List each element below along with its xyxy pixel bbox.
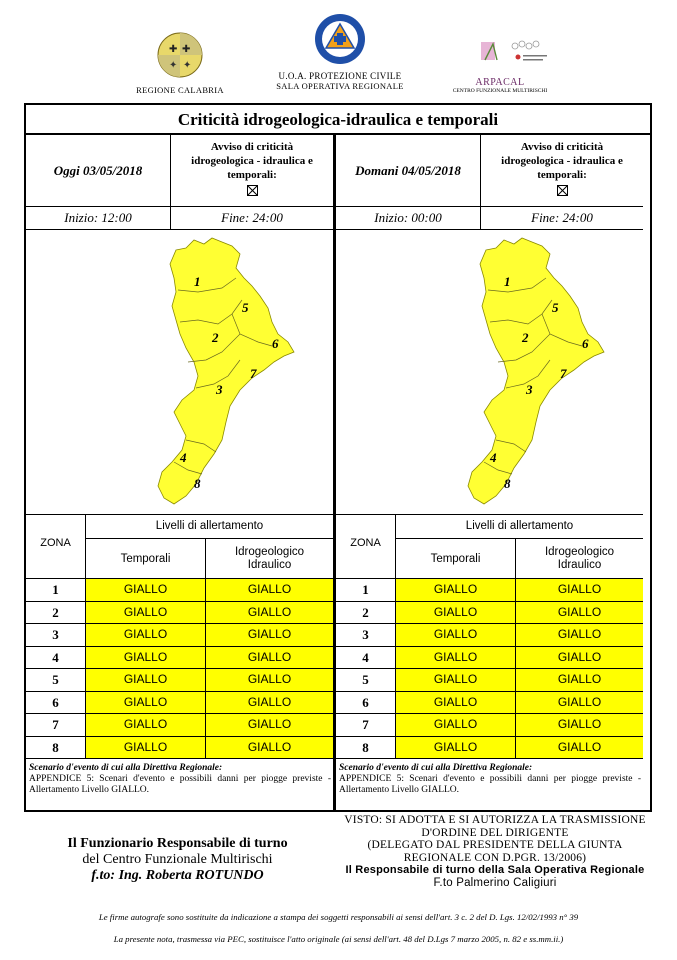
signature-right [330, 814, 660, 889]
signature-right-line1: VISTO: SI ADOTTA E SI AUTORIZZA LA TRASMISSIONE [344, 814, 646, 826]
zone-label-4: 4 [180, 450, 187, 465]
temporali-level-cell: GIALLO [396, 602, 516, 624]
regione-calabria-emblem-icon [155, 30, 205, 80]
idro-level-cell: GIALLO [516, 692, 643, 714]
calabria-map-svg [336, 230, 643, 515]
zone-label-1: 1 [504, 274, 511, 289]
zone-cell: 3 [336, 624, 396, 646]
temporali-level-cell: GIALLO [396, 669, 516, 691]
signature-right-line5: Il Responsabile di turno della Sala Operativa Regionale [345, 864, 645, 876]
table-row [336, 714, 643, 737]
end-time: Fine: 24:00 [531, 210, 593, 225]
temporali-level-cell: GIALLO [86, 714, 206, 736]
zone-label-4: 4 [490, 450, 497, 465]
idro-level-cell: GIALLO [516, 602, 643, 624]
calabria-map [26, 230, 333, 515]
panel-date: Oggi 03/05/2018 [26, 135, 171, 207]
table-row [336, 669, 643, 692]
protezione-civile-emblem-icon [311, 12, 369, 66]
zone-label-2: 2 [212, 330, 219, 345]
zone-label-5: 5 [552, 300, 559, 315]
temporali-level-cell: GIALLO [86, 579, 206, 601]
idro-level-cell: GIALLO [516, 624, 643, 646]
temporali-level-cell: GIALLO [396, 647, 516, 669]
regione-calabria-label: REGIONE CALABRIA [136, 85, 224, 95]
arpacal-emblem-icon [445, 38, 555, 72]
col-header-zona: ZONA [26, 515, 86, 579]
panel-tomorrow [336, 135, 643, 810]
avviso-block [481, 135, 643, 207]
zone-cell: 1 [26, 579, 86, 601]
svg-text:✦: ✦ [183, 60, 192, 71]
signature-left-office: del Centro Funzionale Multirischi [82, 852, 273, 867]
avviso-line: Avviso di criticità [520, 141, 604, 153]
col-header-idro-line1: Idrogeologico [234, 546, 305, 558]
zone-label-3: 3 [216, 382, 223, 397]
zone-label-6: 6 [582, 336, 589, 351]
panel-times [336, 207, 643, 230]
signature-left-name: f.to: Ing. Roberta ROTUNDO [91, 868, 264, 883]
footer-note-signatures: Le firme autografe sono sostituite da indicazione a stampa dei soggetti responsabili ai sensi dell'art. 3 c. 2 del D. Lgs. 12/02/1993 n° 39 [98, 912, 579, 922]
table-row [26, 624, 333, 647]
page-header [0, 0, 677, 100]
svg-text:✚: ✚ [169, 44, 178, 55]
col-header-idrogeologico [206, 539, 333, 579]
col-header-livelli: Livelli di allertamento [86, 515, 333, 539]
idro-level-cell: GIALLO [206, 714, 333, 736]
idro-level-cell: GIALLO [206, 647, 333, 669]
table-row [26, 737, 333, 760]
temporali-level-cell: GIALLO [86, 602, 206, 624]
start-time: Inizio: 00:00 [336, 207, 481, 230]
table-row [26, 692, 333, 715]
alert-levels-table [26, 515, 333, 760]
alert-levels-table [336, 515, 643, 760]
calabria-map-svg [26, 230, 333, 515]
avviso-line: idrogeologica - idraulica e [191, 155, 313, 167]
idro-level-cell: GIALLO [516, 647, 643, 669]
table-row [336, 737, 643, 760]
calabria-region-shape [158, 238, 294, 504]
col-header-zona: ZONA [336, 515, 396, 579]
table-row [336, 602, 643, 625]
table-row [26, 579, 333, 602]
zone-cell: 4 [26, 647, 86, 669]
temporali-level-cell: GIALLO [396, 624, 516, 646]
footer-note-pec: La presente nota, trasmessa via PEC, sostituisce l'atto originale (ai sensi dell'art. 48 del D.Lgs 7 marzo 2005, n. 82 e ss.mm.ii.) [113, 934, 564, 944]
signature-right-line2: D'ORDINE DEL DIRIGENTE [421, 826, 569, 839]
table-row [336, 692, 643, 715]
zone-cell: 1 [336, 579, 396, 601]
col-header-idrogeologico [516, 539, 643, 579]
avviso-checkbox [557, 185, 568, 196]
zone-cell: 4 [336, 647, 396, 669]
temporali-level-cell: GIALLO [86, 737, 206, 759]
signature-right-line6: F.to Palmerino Caligiuri [433, 876, 557, 889]
avviso-line: idrogeologica - idraulica e [501, 155, 623, 167]
zone-cell: 6 [26, 692, 86, 714]
protezione-civile-line2: SALA OPERATIVA REGIONALE [276, 81, 404, 91]
table-row [26, 602, 333, 625]
zone-cell: 2 [26, 602, 86, 624]
scenario-block [336, 761, 643, 810]
table-row [336, 579, 643, 602]
temporali-level-cell: GIALLO [86, 647, 206, 669]
temporali-level-cell: GIALLO [396, 714, 516, 736]
zone-label-1: 1 [194, 274, 201, 289]
arpacal-label: ARPACAL [475, 77, 525, 88]
idro-level-cell: GIALLO [206, 669, 333, 691]
arpacal-sublabel: CENTRO FUNZIONALE MULTIRISCHI [452, 88, 548, 94]
bulletin-frame [24, 103, 652, 812]
panel-header [336, 135, 643, 207]
col-header-livelli: Livelli di allertamento [396, 515, 643, 539]
zone-cell: 2 [336, 602, 396, 624]
zone-cell: 5 [26, 669, 86, 691]
zone-label-6: 6 [272, 336, 279, 351]
zone-label-2: 2 [522, 330, 529, 345]
panel-date: Domani 04/05/2018 [336, 135, 481, 207]
panel-header [26, 135, 333, 207]
col-header-temporali: Temporali [86, 539, 206, 579]
table-row [26, 669, 333, 692]
idro-level-cell: GIALLO [516, 714, 643, 736]
zone-cell: 8 [26, 737, 86, 759]
zone-label-3: 3 [526, 382, 533, 397]
zone-cell: 8 [336, 737, 396, 759]
col-header-idro-line1: Idrogeologico [544, 546, 615, 558]
protezione-civile-line1: U.O.A. PROTEZIONE CIVILE [278, 71, 402, 81]
table-row [336, 647, 643, 670]
zone-cell: 7 [336, 714, 396, 736]
signature-left [30, 836, 325, 884]
panel-times [26, 207, 333, 230]
scenario-heading: Scenario d'evento di cui alla Direttiva Regionale: [29, 763, 223, 773]
svg-text:✚: ✚ [182, 44, 191, 55]
table-row [336, 624, 643, 647]
idro-level-cell: GIALLO [206, 602, 333, 624]
idro-level-cell: GIALLO [516, 669, 643, 691]
panel-today [26, 135, 333, 810]
temporali-level-cell: GIALLO [86, 624, 206, 646]
avviso-block [171, 135, 333, 207]
calabria-region-shape [468, 238, 604, 504]
temporali-level-cell: GIALLO [86, 692, 206, 714]
scenario-block [26, 761, 333, 810]
col-header-idro-line2: Idraulico [247, 559, 292, 571]
zone-cell: 3 [26, 624, 86, 646]
idro-level-cell: GIALLO [206, 579, 333, 601]
table-row [26, 647, 333, 670]
scenario-body: APPENDICE 5: Scenari d'evento e possibili danni per piogge previste - Allertamento Livello GIALLO. [339, 774, 641, 795]
avviso-line: temporali: [537, 169, 587, 181]
idro-level-cell: GIALLO [516, 579, 643, 601]
signature-left-title: Il Funzionario Responsabile di turno [67, 836, 288, 851]
avviso-checkbox [247, 185, 258, 196]
temporali-level-cell: GIALLO [396, 737, 516, 759]
zone-label-5: 5 [242, 300, 249, 315]
zone-cell: 6 [336, 692, 396, 714]
regione-calabria-logo [130, 30, 230, 95]
table-row [26, 714, 333, 737]
temporali-level-cell: GIALLO [396, 692, 516, 714]
end-time: Fine: 24:00 [221, 210, 283, 225]
temporali-level-cell: GIALLO [396, 579, 516, 601]
scenario-body: APPENDICE 5: Scenari d'evento e possibili danni per piogge previste - Allertamento Livello GIALLO. [29, 774, 331, 795]
idro-level-cell: GIALLO [206, 624, 333, 646]
zone-cell: 7 [26, 714, 86, 736]
zone-label-8: 8 [194, 476, 201, 491]
avviso-line: temporali: [227, 169, 277, 181]
protezione-civile-logo [270, 12, 410, 91]
start-time: Inizio: 12:00 [26, 207, 171, 230]
zone-cell: 5 [336, 669, 396, 691]
col-header-idro-line2: Idraulico [557, 559, 602, 571]
idro-level-cell: GIALLO [206, 692, 333, 714]
svg-text:✦: ✦ [169, 60, 178, 71]
idro-level-cell: GIALLO [516, 737, 643, 759]
zone-label-8: 8 [504, 476, 511, 491]
calabria-map [336, 230, 643, 515]
idro-level-cell: GIALLO [206, 737, 333, 759]
avviso-line: Avviso di criticità [210, 141, 294, 153]
zone-label-7: 7 [250, 366, 257, 381]
signature-right-line4: REGIONALE CON D.PGR. 13/2006) [403, 851, 587, 864]
zone-label-7: 7 [560, 366, 567, 381]
scenario-heading: Scenario d'evento di cui alla Direttiva Regionale: [339, 763, 533, 773]
bulletin-title: Criticità idrogeologica-idraulica e temporali [26, 105, 650, 135]
col-header-temporali: Temporali [396, 539, 516, 579]
signature-right-line3: (DELEGATO DAL PRESIDENTE DELLA GIUNTA [367, 839, 623, 851]
temporali-level-cell: GIALLO [86, 669, 206, 691]
arpacal-logo [430, 38, 570, 95]
